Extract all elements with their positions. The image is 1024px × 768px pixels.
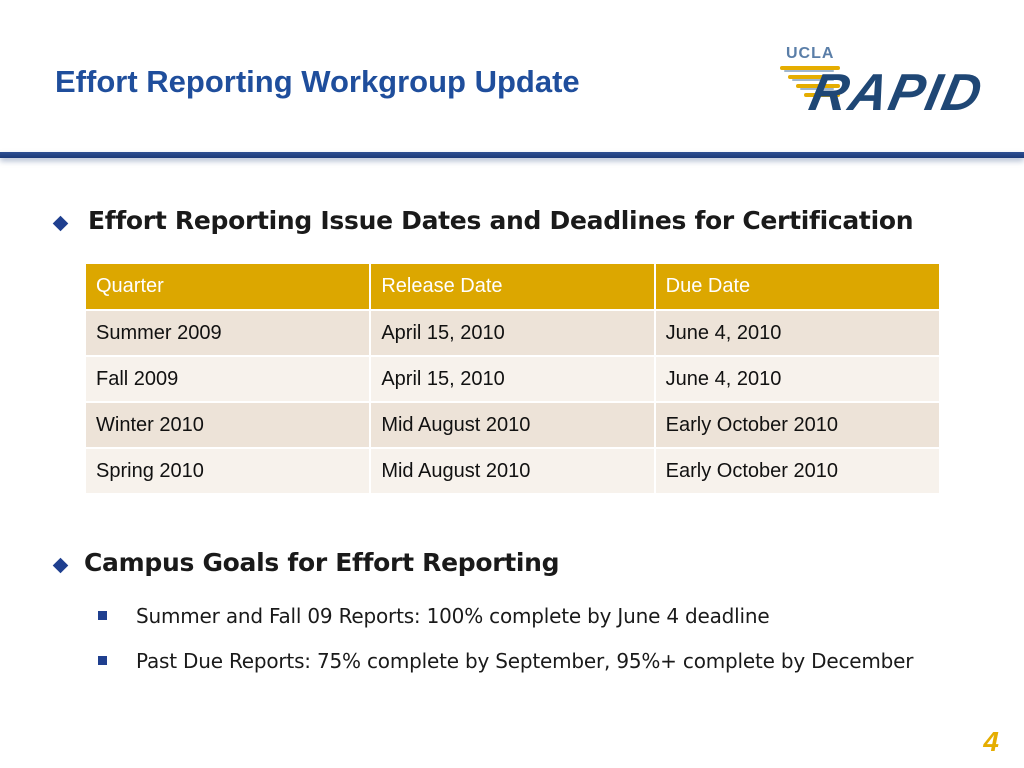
dates-table <box>86 264 939 495</box>
diamond-bullet-icon <box>53 558 69 574</box>
square-bullet-icon <box>98 656 107 665</box>
table-header-row <box>86 264 939 310</box>
table-cell: April 15, 2010 <box>370 310 654 356</box>
table-row <box>86 356 939 402</box>
table-cell: Mid August 2010 <box>370 448 654 494</box>
list-item-text: Summer and Fall 09 Reports: 100% complete by June 4 deadline <box>136 604 770 628</box>
table-cell: Early October 2010 <box>655 402 939 448</box>
slide-title: Effort Reporting Workgroup Update <box>55 64 580 99</box>
goals-list <box>98 600 918 690</box>
section-heading-goals: Campus Goals for Effort Reporting <box>84 548 560 577</box>
table-cell: June 4, 2010 <box>655 310 939 356</box>
table-row <box>86 448 939 494</box>
table-cell: Fall 2009 <box>86 356 370 402</box>
logo-ucla-text: UCLA <box>786 45 835 62</box>
section-heading-dates: Effort Reporting Issue Dates and Deadlines for Certification <box>88 206 914 235</box>
table-row <box>86 402 939 448</box>
table-row <box>86 310 939 356</box>
table-cell: Spring 2010 <box>86 448 370 494</box>
table-cell: Summer 2009 <box>86 310 370 356</box>
table-cell: Mid August 2010 <box>370 402 654 448</box>
list-item <box>98 645 918 678</box>
header-divider <box>0 152 1024 158</box>
logo-rapid-text: RAPID <box>804 63 989 120</box>
table-cell: June 4, 2010 <box>655 356 939 402</box>
table-header-cell: Release Date <box>370 264 654 310</box>
list-item <box>98 600 918 633</box>
page-number: 4 <box>983 726 999 757</box>
ucla-rapid-logo <box>778 40 1000 120</box>
list-item-text: Past Due Reports: 75% complete by September, 95%+ complete by December <box>136 649 914 673</box>
diamond-bullet-icon <box>53 216 69 232</box>
table-cell: Winter 2010 <box>86 402 370 448</box>
table-cell: Early October 2010 <box>655 448 939 494</box>
table-header-cell: Quarter <box>86 264 370 310</box>
table-cell: April 15, 2010 <box>370 356 654 402</box>
table-header-cell: Due Date <box>655 264 939 310</box>
square-bullet-icon <box>98 611 107 620</box>
